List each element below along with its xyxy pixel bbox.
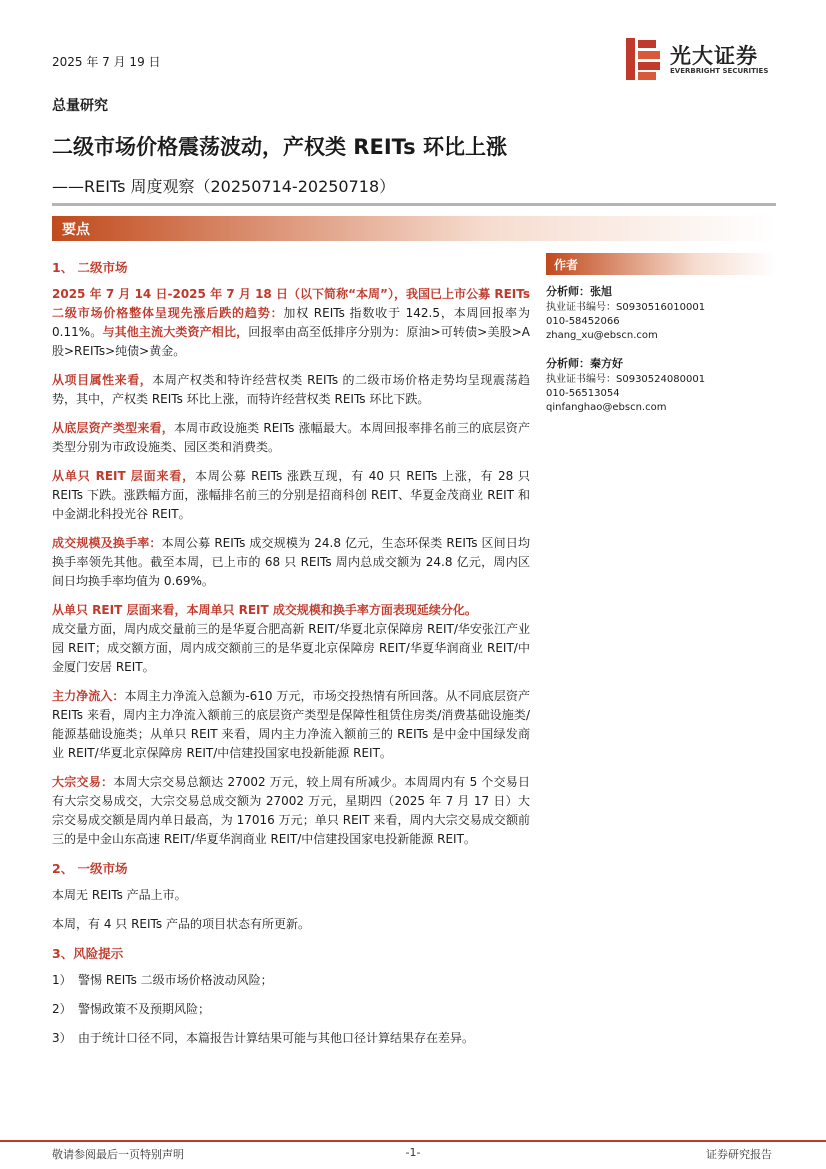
key-points-label: 要点 [62, 222, 90, 238]
single-reit-highlight: 从单只 REIT 层面来看， [52, 469, 196, 483]
analyst-email: qinfanghao@ebscn.com [546, 402, 667, 413]
risk-item-number: 2） [52, 1002, 72, 1016]
brand-logo [626, 38, 778, 82]
analyst-name: 分析师：张旭 [546, 285, 612, 298]
risk-item-number: 1） [52, 973, 72, 987]
paragraph-project-attribute [52, 371, 530, 409]
risk-item-text: 警惕 REITs 二级市场价格波动风险； [78, 973, 273, 987]
project-attribute-highlight: 从项目属性来看， [52, 373, 153, 387]
analyst-email: zhang_xu@ebscn.com [546, 330, 658, 341]
block-trade-text: 本周大宗交易总额达 27002 万元，较上周有所减少。本周周内有 5 个交易日有大宗交易成交，大宗交易总成交额为 27002 万元，星期四（2025 年 7 月 17 日）大宗交易成交额是周内单日最高，为 17016 万元；单只 REIT 来看，周内大宗交易成交额前三的是中金山东高速 REIT/华夏华润商业 REIT/中信建投国家电投新能源 REIT。 [52, 775, 530, 846]
analyst-license: 执业证书编号：S0930524080001 [546, 374, 706, 385]
analyst-name: 分析师：秦方好 [546, 357, 623, 370]
author-header-label: 作者 [554, 258, 579, 272]
project-attribute-text: 本周产权类和特许经营权类 REITs 的二级市场价格走势均呈现震荡趋势，其中，产权类 REITs 环比上涨，而特许经营权类 REITs 环比下跌。 [52, 373, 530, 406]
title-divider [52, 203, 776, 206]
everbright-logo-icon [626, 38, 664, 80]
section-secondary-market-title: 1、 二级市场 [52, 260, 128, 275]
single-reit-volume-highlight: 从单只 REIT 层面来看，本周单只 REIT 成交规模和换手率方面表现延续分化。 [52, 603, 477, 617]
risk-item-text: 警惕政策不及预期风险； [78, 1002, 211, 1016]
turnover-text: 本周公募 REITs 成交规模为 24.8 亿元，生态环保类 REITs 区间日均换手率领先其他。截至本周，已上市的 68 只 REITs 周内总成交额为 24.8 亿元，周内区间日均换手率均值为 0.69%。 [52, 536, 530, 588]
paragraph-net-inflow [52, 687, 530, 763]
analyst-license: 执业证书编号：S0930516010001 [546, 302, 706, 313]
analyst-card [546, 357, 776, 415]
net-inflow-highlight: 主力净流入： [52, 689, 125, 703]
report-title: 二级市场价格震荡波动，产权类 REITs 环比上涨 [52, 135, 507, 159]
footer-disclaimer: 敬请参阅最后一页特别声明 [52, 1148, 184, 1161]
main-content [52, 258, 530, 1058]
paragraph-summary [52, 285, 530, 361]
paragraph-primary-status: 本周，有 4 只 REITs 产品的项目状态有所更新。 [52, 917, 310, 931]
single-reit-text: 本周公募 REITs 涨跌互现，有 40 只 REITs 上涨，有 28 只 REITs 下跌。涨跌幅方面，涨幅排名前三的分别是招商科创 REIT、华夏金茂商业 REIT 和中金湖北科投光谷 REIT。 [52, 469, 530, 521]
analyst-phone: 010-58452066 [546, 316, 620, 327]
summary-highlight: 2025 年 7 月 14 日-2025 年 7 月 18 日（以下简称“本周”），我国已上市公募 REITs 二级市场价格整体呈现先涨后跌的趋势： [52, 287, 530, 320]
risk-item-number: 3） [52, 1031, 72, 1045]
paragraph-block-trade [52, 773, 530, 849]
single-reit-volume-text: 成交量方面，周内成交量前三的是华夏合肥高新 REIT/华夏北京保障房 REIT/华安张江产业园 REIT；成交额方面，周内成交额前三的是华夏北京保障房 REIT/华夏华润商业 REIT/中金厦门安居 REIT。 [52, 622, 530, 674]
risk-item [52, 971, 530, 990]
paragraph-primary-listing: 本周无 REITs 产品上市。 [52, 888, 187, 902]
key-points-banner [52, 216, 776, 241]
paragraph-single-reit [52, 467, 530, 524]
paragraph-asset-type [52, 419, 530, 457]
section-primary-market-title: 2、 一级市场 [52, 861, 128, 876]
analyst-phone: 010-56513054 [546, 388, 620, 399]
asset-type-text: 本周市政设施类 REITs 涨幅最大。本周回报率排名前三的底层资产类型分别为市政设施类、园区类和消费类。 [52, 421, 530, 454]
report-date: 2025 年 7 月 19 日 [52, 55, 161, 69]
risk-item [52, 1029, 530, 1048]
report-subtitle: ——REITs 周度观察（20250714-20250718） [52, 177, 396, 196]
footer-divider [0, 1140, 826, 1142]
summary-highlight-2: 与其他主流大类资产相比， [102, 325, 249, 339]
report-category: 总量研究 [52, 98, 108, 114]
net-inflow-text: 本周主力净流入总额为-610 万元，市场交投热情有所回落。从不同底层资产 REITs 来看，周内主力净流入额前三的底层资产类型是保障性租赁住房类/消费基础设施类/能源基础设施类；从单只 REIT 来看，周内主力净流入额前三的 REITs 是中金中国绿发商业 REIT/华夏北京保障房 REIT/中信建投国家电投新能源 REIT。 [52, 689, 530, 760]
turnover-highlight: 成交规模及换手率： [52, 536, 162, 550]
risk-item-text: 由于统计口径不同，本篇报告计算结果可能与其他口径计算结果存在差异。 [78, 1031, 475, 1045]
logo-chinese-name: 光大证券 [670, 44, 758, 68]
section-risk-title: 3、风险提示 [52, 946, 124, 961]
asset-type-highlight: 从底层资产类型来看， [52, 421, 174, 435]
footer-page-number: -1- [405, 1146, 421, 1159]
author-header [546, 253, 776, 275]
footer-report-type: 证券研究报告 [706, 1148, 772, 1161]
summary-text-2: 回报率由高至低排序分别为：原油>可转债>美股>A 股>REITs>纯债>黄金。 [52, 325, 531, 358]
logo-english-name: EVERBRIGHT SECURITIES [670, 67, 769, 75]
block-trade-highlight: 大宗交易： [52, 775, 114, 789]
analyst-card [546, 285, 776, 343]
paragraph-single-reit-volume [52, 601, 530, 677]
paragraph-turnover [52, 534, 530, 591]
risk-item [52, 1000, 530, 1019]
summary-text: 加权 REITs 指数收于 142.5，本周回报率为 0.11%。 [52, 306, 530, 339]
author-sidebar [546, 253, 776, 415]
